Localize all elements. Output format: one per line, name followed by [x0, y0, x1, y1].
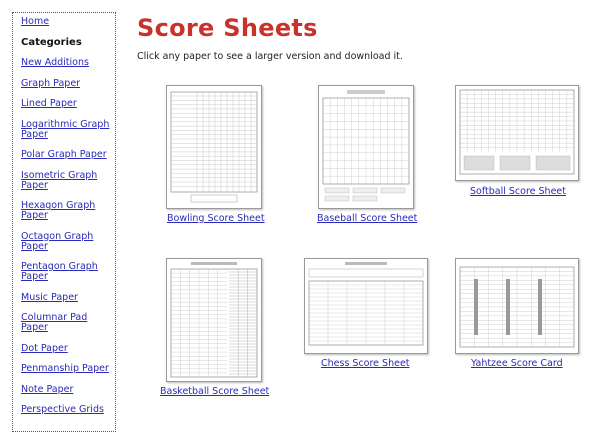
sidebar-link-penmanship-paper[interactable]: Penmanship Paper	[21, 363, 109, 374]
yahtzee-score-card-thumbnail[interactable]	[455, 258, 579, 354]
intro-text: Click any paper to see a larger version and download it.	[137, 51, 403, 62]
sidebar-nav	[12, 12, 116, 432]
sidebar-link-perspective-grids[interactable]: Perspective Grids	[21, 404, 104, 415]
basketball-score-sheet-thumbnail[interactable]	[166, 258, 262, 382]
yahtzee-score-card-link[interactable]: Yahtzee Score Card	[471, 358, 563, 369]
sidebar-link-logarithmic-graph-paper[interactable]: Logarithmic Graph Paper	[21, 118, 110, 140]
sidebar-link-note-paper[interactable]: Note Paper	[21, 383, 74, 395]
sidebar-link-polar-graph-paper[interactable]: Polar Graph Paper	[21, 149, 107, 160]
sidebar-link-lined-paper[interactable]: Lined Paper	[21, 98, 77, 109]
sidebar-link-home[interactable]: Home	[21, 16, 50, 27]
sidebar-link-dot-paper[interactable]: Dot Paper	[21, 342, 68, 354]
chess-score-sheet-link[interactable]: Chess Score Sheet	[321, 358, 410, 369]
bowling-score-sheet-link[interactable]: Bowling Score Sheet	[167, 213, 265, 224]
sidebar-link-columnar-pad-paper[interactable]: Columnar Pad Paper	[21, 312, 88, 333]
sidebar-link-pentagon-graph-paper[interactable]: Pentagon Graph Paper	[21, 261, 98, 282]
chess-score-sheet-thumbnail[interactable]	[304, 258, 428, 354]
sidebar-link-music-paper[interactable]: Music Paper	[21, 291, 78, 303]
bowling-score-sheet-thumbnail[interactable]	[166, 85, 262, 209]
sidebar-link-isometric-graph-paper[interactable]: Isometric Graph Paper	[21, 169, 98, 191]
page-title: Score Sheets	[137, 14, 318, 42]
baseball-score-sheet-link[interactable]: Baseball Score Sheet	[317, 213, 418, 224]
sidebar-link-hexagon-graph-paper[interactable]: Hexagon Graph Paper	[21, 200, 96, 221]
softball-score-sheet-thumbnail[interactable]	[455, 85, 579, 181]
baseball-score-sheet-thumbnail[interactable]	[318, 85, 414, 209]
sidebar-link-graph-paper[interactable]: Graph Paper	[21, 77, 81, 89]
sidebar-link-octagon-graph-paper[interactable]: Octagon Graph Paper	[21, 230, 94, 252]
softball-score-sheet-link[interactable]: Softball Score Sheet	[470, 186, 566, 197]
main-content	[137, 0, 592, 410]
sidebar-link-new-additions[interactable]: New Additions	[21, 57, 89, 68]
basketball-score-sheet-link[interactable]: Basketball Score Sheet	[160, 386, 270, 397]
sidebar-heading-categories: Categories	[21, 36, 82, 48]
